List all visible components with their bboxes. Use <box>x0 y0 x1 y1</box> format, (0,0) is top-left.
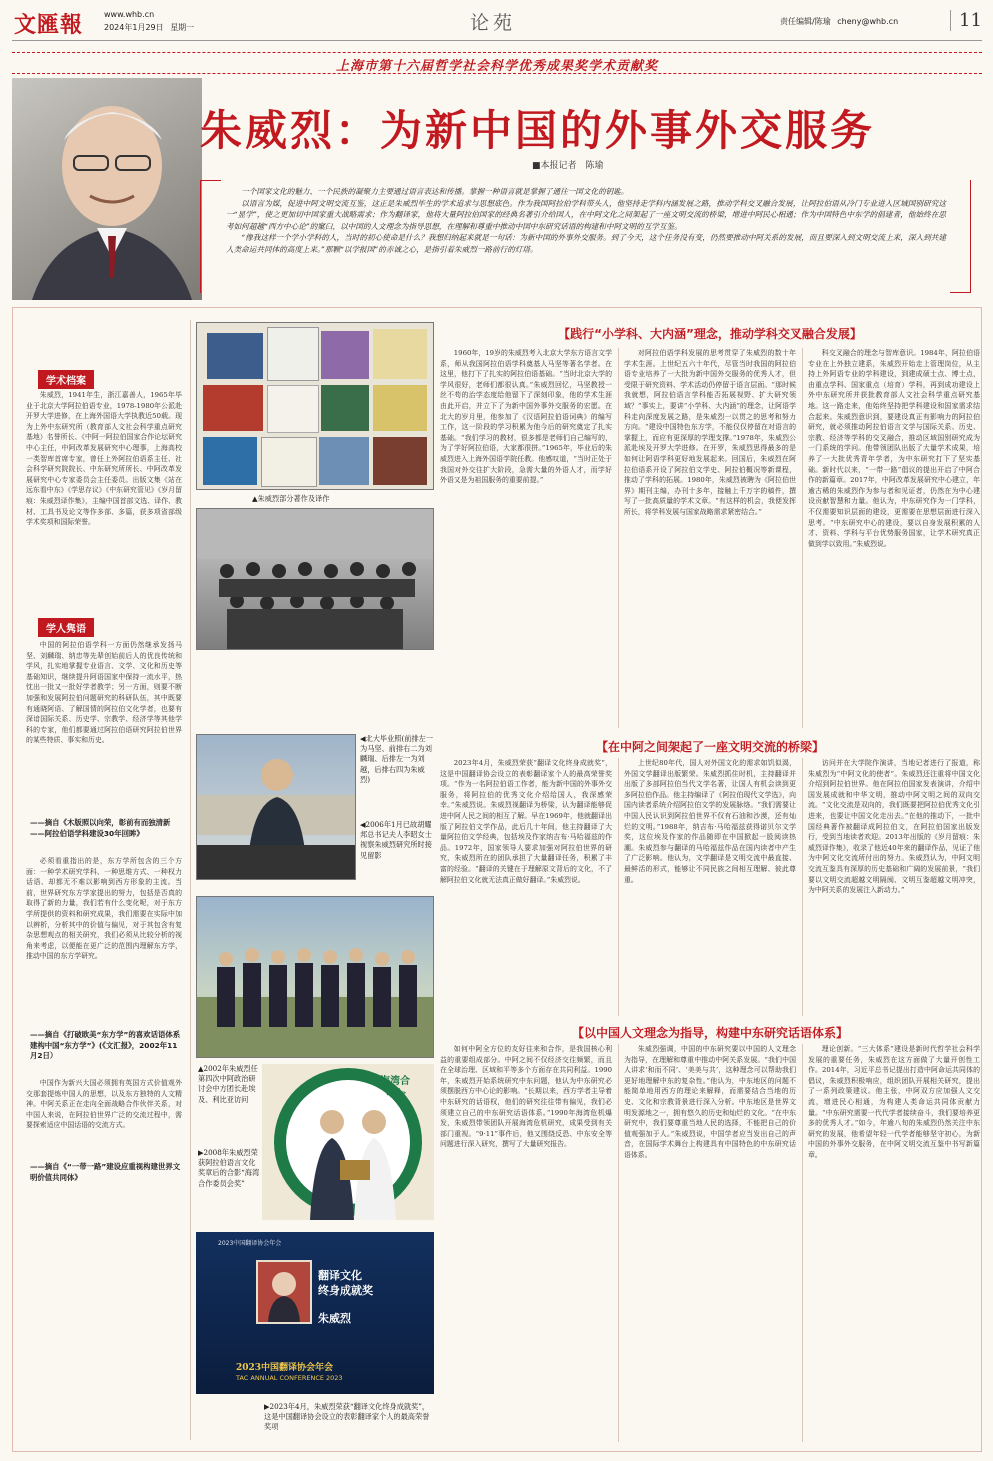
visit-caption: ▲2002年朱威烈任第四次中阿政治研讨会中方团长赴埃及、利比亚访问 <box>198 1064 258 1104</box>
quote-1-source: ——摘自《木版照以向荣，彰前有而独清新——阿拉伯语学科建设30年回眸》 <box>30 818 171 838</box>
banner-rule-top <box>12 52 982 53</box>
intro-para-1: 一个国家文化的魅力、一个民族的凝聚力主要通过语言表达和传播。掌握一种语言就是掌握了通往一国文化的钥匙。 <box>241 187 629 196</box>
archive-tag: 学术档案 <box>38 370 94 389</box>
section-3-col-2 <box>624 1044 796 1442</box>
editor-name: 责任编辑/陈瑜 <box>780 17 831 26</box>
quote-2-source: ——摘自《打破欧美“东方学”的喜欢话语体系 建构中国“东方学”》(《文汇报》，2002年11月2日） <box>30 1030 181 1061</box>
sign-text-arabic: جائزة <box>386 1088 407 1098</box>
official-meeting-icon <box>197 735 355 879</box>
sidebar-rule <box>190 320 191 1440</box>
delegation-photo <box>196 896 434 1058</box>
section-3-col-1-text: 如何中阿全方位的友好往来和合作，是我国核心利益的重要组成部分。中阿之间不仅经济交往频繁，而且在全球治理、区域和平等多个方面存在共同利益。1990年，朱威烈开始系统研究中东问题，他认为中东研究必须摆脱西方中心论的影响。“长期以来，西方学者主导着中东研究的话语权，他们的研究往往带有偏见，我们必须建立自己的中东研究话语体系。”1990年海湾危机爆发，朱威烈带领团队开展海湾危机研究，成果受到有关部门重视。“9·11”事件后，他又围绕反恐、中东安全等问题进行深入研究，撰写了大量研究报告。 <box>440 1045 612 1149</box>
site-url: www.whb.cn <box>104 10 155 19</box>
section-2-rule-2 <box>802 758 803 1016</box>
section-1-col-1-text: 1960年，19岁的朱威烈考入北京大学东方语言文学系，师从我国阿拉伯语学科奠基人马坚等著名学者。在这里，他打下了扎实的阿拉伯语基础。“当时北京大学的学风很好，老师们都很认真。”朱威烈回忆，马坚教授一丝不苟的治学态度给他留下了深刻印象，他的学术生涯由此开启，并立下了为新中国外事外交服务的宏愿。在北大的岁月里，他参加了《汉语阿拉伯语词典》的编写工作，这一阶段的学习积累为他今后的研究奠定了扎实基础。“我们学习的教材，很多都是老师们自己编写的，为了学好阿拉伯语，大家都很拼。”1965年，毕业后的朱威烈进入上海外国语学院任教。他感叹道，“当时正处于我国对外交往扩大阶段，急需大量的外语人才，而学好外语又是为祖国服务的重要前提。” <box>440 349 612 485</box>
intro-bracket-left <box>200 180 221 293</box>
section-1-rule-2 <box>802 348 803 728</box>
delegation-group-icon <box>197 897 433 1057</box>
section-1-col-2-text: 对阿拉伯语学科发展的思考贯穿了朱威烈的数十年学术生涯。上世纪五六十年代，尽管当时我国的阿拉伯语专业培养了一大批为新中国外交服务的优秀人才，但受限于研究资料、学术活动仍停留于语言层面。“那时候我就想，阿拉伯语言学科能否拓展视野、扩大研究领域？”事实上，要讲“小学科、大内涵”的理念，让阿语学科走向深度发展之路，是朱威烈一以贯之的思考和努力方向。“建设中国特色东方学，不能仅仅停留在对语言的掌握上，而应有更深厚的学理支撑。”1978年，朱威烈公派赴埃及开罗大学进修。在开罗，朱威烈思得最多的是如何让阿语学科更好地发展起来。回国后，朱威烈在阿拉伯语系开设了阿拉伯文学史、阿拉伯概况等新课程，推动了学科的拓展。1980年，朱威烈被聘为《阿拉伯世界》期刊主编，办刊十多年，接触上千万字的稿件，撰写了一批高质量的学术文章。“有这样的机会，我便发挥所长，将学科发展与国家战略需求紧密结合。” <box>624 349 796 516</box>
issue-date <box>104 22 194 33</box>
screen-conf-title: 2023中国翻译协会年会 <box>236 1363 334 1373</box>
award-ceremony-icon <box>262 1064 434 1220</box>
book-9 <box>203 437 257 485</box>
quote-block-2 <box>26 856 182 1028</box>
portrait-photo <box>12 78 202 300</box>
book-7 <box>321 385 369 431</box>
intro-para-3: “像我这样一个学小学科的人，当时的初心使命是什么？我想归纳起来就是一句话：为新中国的外事外交服务。到了今天，这个任务没有变，仍然要推动中阿关系的发展，而且要深入到文明交流上来，深入到共建人类命运共同体的高度上来。”那颗“以学报国”的赤诚之心，是指引着朱威烈一路前行的灯塔。 <box>226 233 946 254</box>
books-photo <box>196 322 434 490</box>
section-1-col-3 <box>808 348 980 728</box>
section-3-rule-1 <box>618 1044 619 1442</box>
date-text: 2024年1月29日 <box>104 23 164 32</box>
section-3-col-3-text: 理论创新。“三大体系”建设是新时代哲学社会科学发展的重要任务，朱威烈在这方面做了大量开创性工作。2014年，习近平总书记提出打造中阿命运共同体的倡议，朱威烈积极响应，组织团队开展相关研究，提出了一系列政策建议。他主张，中阿双方应加强人文交流，增进民心相通，为构建人类命运共同体贡献力量。“中东研究需要一代代学者接续奋斗，我们要培养更多的优秀人才。”如今，年逾八旬的朱威烈仍然关注中东研究的发展，他希望年轻一代学者能够坚守初心，为新中国的外事外交服务，在中阿文明交流互鉴中书写新篇章。 <box>808 1045 980 1159</box>
meeting-caption: ◀2006年1月已故胡耀邦总书记夫人李昭女士视察朱威烈研究所时接见留影 <box>360 820 432 860</box>
screen-banner-top: 2023中国翻译协会年会 <box>218 1240 282 1247</box>
section-1-col-3-text: 科交叉融合的理念与智库意识。1984年，阿拉伯语专业在上外独立建系，朱威烈开始走上管理岗位，从主持上外阿语专业的学科建设，到建成硕士点、博士点，由重点学科、国家重点（培育）学科，再到成功建设上外中东研究所并获批教育部人文社会科学重点研究基地。这一路走来，他始终坚持把学科建设和国家需求结合起来。朱威烈意识到，要建设真正有影响力的阿拉伯研究，就必须推动阿拉伯语言文学与国际关系、历史、宗教、经济等学科的交叉融合，推动区域国别研究成为一门系统的学问。他带领团队出版了大量学术成果，培养了一大批优秀青年学者，为中东研究打下了坚实基础。新时代以来，“一带一路”倡议的提出开启了中阿合作的新篇章。2017年，中阿改革发展研究中心建立，年逾古稀的朱威烈作为参与者和见证者，仍然在为中心建设贡献智慧和力量。他认为，中东研究作为一门学科，不仅需要知识层面的建设，更需要在思想层面进行深入思考。“中东研究中心的建设，要以自身发展积累的人才、资料、学科与平台优势服务国家，让学术研究真正做到学以致用。”朱威烈说。 <box>808 349 980 548</box>
book-8 <box>373 385 427 431</box>
graduation-photo <box>196 508 434 650</box>
byline-prefix: ■本报记者 <box>532 161 577 171</box>
quote-3-source: ——摘自《“一带一路”建设应重视构建世界文明价值共同体》 <box>30 1162 181 1182</box>
headline: 朱威烈：为新中国的外事外交服务 <box>200 106 876 155</box>
archive-paragraph: 朱威烈，1941年生，浙江嘉善人，1965年毕业于北京大学阿拉伯语专业，1978-1980年公派赴开罗大学进修，在上海外国语大学执教近50载。现为上外中东研究所（教育部人文社会科学重点研究基地）名誉所长、《中阿一阿拉伯国家合作论坛研究中心主任，中阿改革发展研究中心理事，上海高校一类智库首席专家，曾任上外阿拉伯语系主任、社会科学研究院院长、中东研究所所长、中阿改革发展研究中心专家委员会主任委员。出版文集《站在远东看中东》《学思存议》《中东研究管见》《岁月留痕：朱威烈译作集》，主编中国首部文选、译作、教材、工具书及论文等作多部、多篇，获多项省部级学术奖项和国际荣誉。 <box>26 391 182 527</box>
award-banner <box>12 48 982 74</box>
section-1-rule-1 <box>618 348 619 728</box>
section-1-col-1 <box>440 348 612 728</box>
quote-3-text: 中国作为新兴大国必须拥有英国方式价值观外交那套提炼中国人的思想，以及东方独特的人文精神。中阿关系正在走向全面战略合作伙伴关系，对中国人来说，在阿拉伯世界广泛的交流过程中，需要探索适应中国话语的交流方式。 <box>26 1079 182 1130</box>
weekday-text: 星期一 <box>170 23 195 32</box>
quote-2-text: 必须看重指出的是，东方学所包含的三个方面：一种学术研究学科、一种思维方式、一种权力话语、却都无不难以影响到西方形象的主流。当前，世界研究东方学家提出的努力，包括是否真的取得了新的力量，我们若有什么变化呢，对于东方学所提供的资料和研究成果，我们需要在实际中加以辨析，分析其中的价值与偏见，对于其包含有复杂思想观点的相关研究，我们必须从比较分析的视角来考虑，以便能在更广泛的范围内理解东方学，推动中国的东方学研究。 <box>26 857 182 961</box>
banner-rule-bottom <box>12 73 982 74</box>
meeting-photo <box>196 734 356 880</box>
award-screen-photo <box>196 1232 434 1394</box>
editor-info <box>780 16 898 27</box>
intro-bracket-right <box>950 180 971 293</box>
screen-portrait <box>256 1260 312 1324</box>
quote-block-1 <box>26 640 182 818</box>
book-4 <box>373 329 427 379</box>
screen-laureate-name: 朱威烈 <box>318 1312 351 1325</box>
screen-caption: ▶2023年4月，朱威烈荣获“翻译文化终身成就奖”，这是中国翻译协会设立的表彰翻译家个人的最高荣誉奖项 <box>264 1402 430 1432</box>
book-2 <box>267 327 319 381</box>
byline-name: 陈瑜 <box>585 161 604 171</box>
section-1-col-2 <box>624 348 796 728</box>
laureate-portrait-icon <box>258 1262 310 1322</box>
section-2-rule-1 <box>618 758 619 1016</box>
group-people-icon <box>197 509 433 649</box>
intro-text <box>226 186 946 256</box>
book-12 <box>373 437 427 485</box>
section-2-col-1-text: 2023年4月，朱威烈荣获“翻译文化终身成就奖”，这是中国翻译协会设立的表彰翻译家个人的最高荣誉奖项。“作为一名阿拉伯语工作者，能为新中国的外事外交服务，将阿拉伯的优秀文化介绍给国人，我深感荣幸。”朱威烈说。朱威烈视翻译为桥梁，认为翻译能够促进中阿人民之间的相互了解。早在1969年，他就翻译出版了阿拉伯文学作品，此后几十年间，他主持翻译了大量阿拉伯文学经典，包括埃及作家纳吉布·马哈福兹的作品。1972年，国家领导人要求加强对阿拉伯世界的研究，朱威烈所在的团队承担了大量翻译任务，积累了丰富的经验。“翻译的关键在于理解原文背后的文化，不了解阿拉伯文化就无法真正做好翻译。”朱威烈说。 <box>440 759 612 884</box>
quote-1-text: 中国的阿拉伯语学科一方面仍然继承发扬马坚、刘麟瑞、纳忠等先辈创始前后人的优良传统和学风，扎实地掌握专业语言、文学、文化和历史等基础知识，继续提升阿语国家中保持一流水平，热忱出一批又一批好学者教学；另一方面，则要不断加强和发展阿拉伯问题研究的科研队伍，其中既要有通晓阿语、了解国情的阿拉伯文化学者，也要有深谙国际关系、历史学、宗教学、经济学等其他学科的专家，他们都要通过阿拉伯语研究阿拉伯世界的某些特质、事实和历史。 <box>26 641 182 745</box>
byline <box>532 158 603 171</box>
award-ceremony-photo <box>262 1064 434 1220</box>
archive-text <box>26 390 182 610</box>
newspaper-logo: 文匯報 <box>14 12 84 38</box>
quote-block-3 <box>26 1078 182 1160</box>
section-3-col-1 <box>440 1044 612 1442</box>
section-3-col-3 <box>808 1044 980 1442</box>
section-name: 论苑 <box>470 12 517 34</box>
book-11 <box>319 437 369 485</box>
masthead <box>0 0 993 50</box>
section-3-rule-2 <box>802 1044 803 1442</box>
award-caption: ▶2008年朱威烈荣获阿拉伯语言文化奖章后的合影“海湾合作委员会奖” <box>198 1148 260 1188</box>
intro-para-2: 以语言为媒，促进中阿文明交流互鉴，这正是朱威烈毕生的学术追求与思想底色。作为我国阿拉伯学科带头人，他坚持走学科内涵发展之路，推动学科交叉融合发展，让阿拉伯语从冷门专业进入区域国别研究这一“显学”，使之更加切中国家重大战略需求；作为翻译家，他将大量阿拉伯国家的经典名著引介给国人，在中阿文化之间架起了一座文明交流的桥梁，增进中阿民心相通；作为中国特色中东学的倡建者，他始终在思考如何超越“西方中心论”的窠臼，以中国的人文理念为指导思想，在理解和尊重中推动中国中东研究话语的构建和中阿文明的互学互鉴。 <box>226 198 946 231</box>
section-2-col-3-text: 访问并在大学院作演讲，当地记者进行了报道，称朱威烈为“中阿文化的使者”。朱威烈还注重将中国文化介绍到阿拉伯世界。他在阿拉伯国家发表演讲，介绍中国发展成就和中华文明，推动中阿文明之间的双向交流。“文化交流是双向的，我们既要把阿拉伯优秀文化引进来，也要让中国文化走出去。”在他的推动下，一批中国经典著作被翻译成阿拉伯文，在阿拉伯国家出版发行，受到当地读者欢迎。2013年出版的《岁月留痕：朱威烈译作集》，收录了他近40年来的翻译作品，见证了他为中阿文化交流所付出的努力。朱威烈认为，中阿文明交流互鉴具有深厚的历史基础和广阔的发展前景，“我们要以文明交流超越文明隔阂、文明互鉴超越文明冲突，为中阿关系的发展注入新动力。” <box>808 759 980 895</box>
page-number: 11 <box>950 10 982 31</box>
intro-bracket <box>200 180 990 292</box>
book-6 <box>267 385 319 433</box>
sign-text-chinese: 海湾合 <box>380 1076 410 1087</box>
section-2-col-1 <box>440 758 612 1016</box>
section-1-title: 【践行“小学科、大内涵”理念，推动学科交叉融合发展】 <box>558 327 862 341</box>
section-3-title: 【以中国人文理念为指导，构建中东研究话语体系】 <box>571 1026 848 1040</box>
section-2-col-3 <box>808 758 980 1016</box>
book-10 <box>261 437 317 487</box>
section-2-col-2 <box>624 758 796 1016</box>
section-3-col-2-text: 朱威烈强调，中国的中东研究要以中国的人文理念为指导，在理解和尊重中推动中阿关系发展。“我们中国人讲求‘和而不同’、‘美美与共’，这种理念可以帮助我们更好地理解中东的复杂性。”他认为，中东地区的问题不能简单地用西方的理论来解释，而需要结合当地的历史、文化和宗教背景进行深入分析。中东地区是世界文明发源地之一，拥有悠久的历史和灿烂的文化。“在中东研究中，我们要尊重当地人民的选择，不能把自己的价值观强加于人。”朱威烈说，中国学者应当发出自己的声音，在国际学术舞台上构建具有中国特色的中东研究话语体系。 <box>624 1045 796 1159</box>
quote-tag: 学人隽语 <box>38 618 94 637</box>
section-2-col-2-text: 上世纪80年代，国人对外国文化的需求如饥似渴，外国文学翻译出版繁荣。朱威烈抓住时机，主持翻译并出版了多部阿拉伯当代文学名著，让国人有机会读到更多阿拉伯作品。他主持编译了《阿拉伯现代文学选》，向国内读者系统介绍阿拉伯文学的发展脉络。“我们需要让中国人民认识到阿拉伯世界不仅有石油和沙漠，还有灿烂的文明。”1988年，纳吉布·马哈福兹获得诺贝尔文学奖，这位埃及作家的作品随即在中国掀起一股阅读热潮。朱威烈参与翻译的马哈福兹作品在国内读者中产生了广泛影响。他认为，文学翻译是文明交流中最直接、最鲜活的形式，能够让不同民族之间相互理解、彼此尊重。 <box>624 759 796 884</box>
book-3 <box>321 331 369 379</box>
screen-conf-title-en: TAC ANNUAL CONFERENCE 2023 <box>236 1374 343 1382</box>
section-2-title: 【在中阿之间架起了一座文明交流的桥梁】 <box>595 740 824 754</box>
screen-award-title: 翻译文化 终身成就奖 <box>318 1269 373 1297</box>
banner-text: 上海市第十六届哲学社会科学优秀成果奖学术贡献奖 <box>335 59 658 74</box>
group-caption: ◀北大毕业照(前排左一为马坚、前排右二为刘麟瑞、后排左一为刘越，后排右四为朱威烈) <box>360 734 434 784</box>
books-caption: ▲朱威烈部分著作及译作 <box>252 494 330 503</box>
portrait-figure-icon <box>12 78 202 300</box>
book-1 <box>207 333 263 379</box>
book-5 <box>203 385 263 431</box>
masthead-rule <box>12 40 982 41</box>
editor-email: cheny@whb.cn <box>837 17 899 26</box>
